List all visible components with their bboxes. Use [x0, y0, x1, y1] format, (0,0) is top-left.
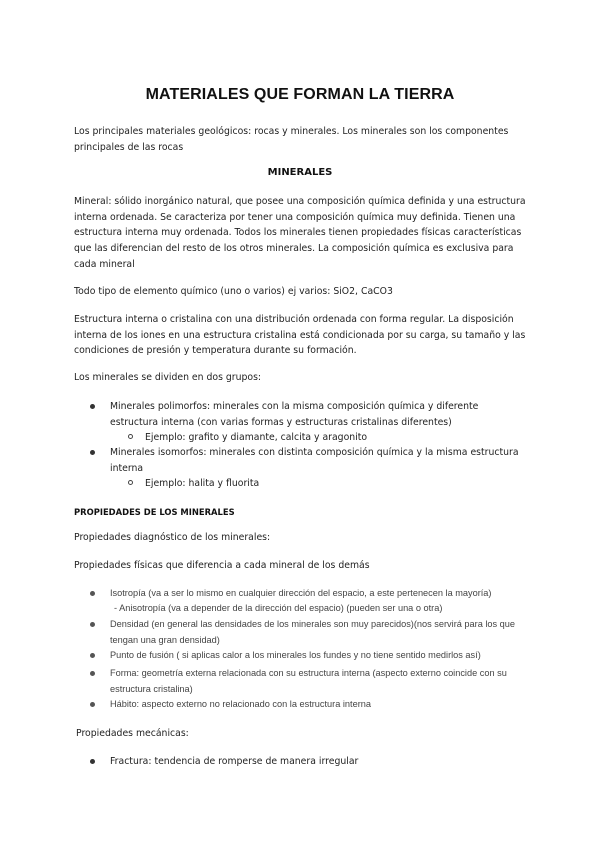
bullet-icon: [90, 450, 95, 455]
fisicas-intro-paragraph: Propiedades físicas que diferencia a cada mineral de los demás: [74, 560, 370, 571]
bullet-icon: [90, 404, 95, 409]
circle-bullet-icon: [128, 434, 133, 439]
section-heading-propiedades: PROPIEDADES DE LOS MINERALES: [74, 507, 235, 517]
anisotropia-line: - Anisotropía (va a depender de la dirección del espacio) (pueden ser una o otra): [114, 603, 443, 613]
list-item: [110, 617, 522, 648]
estructura-paragraph: Estructura interna o cristalina con una distribución ordenada con forma regular. La disposición interna de los iones en una estructura cristalina está condicionada por su carga, su tamaño y las condiciones de presión y temperatura durante su formación.: [74, 314, 526, 357]
list-item-text: Minerales polimorfos: minerales con la misma composición química y diferente estructura interna (con varias formas y estructuras cristalinas diferentes): [110, 401, 479, 428]
diagnostico-paragraph: Propiedades diagnóstico de los minerales:: [74, 532, 271, 543]
sub-list-item-text: Ejemplo: halita y fluorita: [145, 478, 260, 489]
bullet-icon: [90, 671, 95, 676]
list-item: [110, 754, 522, 770]
page-title: MATERIALES QUE FORMAN LA TIERRA: [145, 86, 455, 103]
list-item: [110, 648, 522, 664]
elemento-paragraph: Todo tipo de elemento químico (uno o varios) ej varios: SiO2, CaCO3: [74, 286, 393, 297]
section-heading-minerales: MINERALES: [267, 167, 333, 178]
mineral-definition-paragraph: Mineral: sólido inorgánico natural, que posee una composición química definida y una estructura interna ordenada. Se caracteriza por tener una composición química muy definida. Tienen una estructura interna muy ordenada. Todos los minerales tienen propiedades físicas características que las diferencian del resto de los otros minerales. La composición química es exclusiva para cada mineral: [74, 196, 526, 270]
circle-bullet-icon: [128, 480, 133, 485]
list-item-text: Fractura: tendencia de romperse de manera irregular: [110, 756, 359, 767]
list-item-text: Forma: geometría externa relacionada con su estructura interna (aspecto externo coincide con su estructura cristalina): [110, 668, 507, 694]
list-item: [110, 697, 522, 713]
grupos-intro: Los minerales se dividen en dos grupos:: [74, 372, 262, 383]
bullet-icon: [90, 591, 95, 596]
list-item: [110, 445, 522, 476]
mecanicas-intro-paragraph: Propiedades mecánicas:: [76, 728, 189, 739]
list-item: [110, 399, 522, 430]
sub-list-item-text: Ejemplo: grafito y diamante, calcita y aragonito: [145, 432, 368, 443]
list-item-text: Hábito: aspecto externo no relacionado con la estructura interna: [110, 699, 371, 709]
list-item-text: Isotropía (va a ser lo mismo en cualquier dirección del espacio, a este pertenecen la mayoría): [110, 588, 492, 598]
list-item-text: Minerales isomorfos: minerales con distinta composición química y la misma estructura interna: [110, 447, 519, 474]
bullet-icon: [90, 622, 95, 627]
sub-list-item: [145, 430, 367, 446]
bullet-icon: [90, 702, 95, 707]
bullet-icon: [90, 759, 95, 764]
list-item-text: Punto de fusión ( si aplicas calor a los minerales los fundes y no tiene sentido medirlos así): [110, 650, 481, 660]
list-item: [110, 586, 522, 602]
sub-list-item: [145, 476, 259, 492]
list-item-text: Densidad (en general las densidades de los minerales son muy parecidos)(nos servirá para los que tengan una gran densidad): [110, 619, 515, 645]
intro-paragraph: Los principales materiales geológicos: rocas y minerales. Los minerales son los componentes principales de las rocas: [74, 126, 509, 153]
list-item: [110, 666, 522, 697]
bullet-icon: [90, 653, 95, 658]
